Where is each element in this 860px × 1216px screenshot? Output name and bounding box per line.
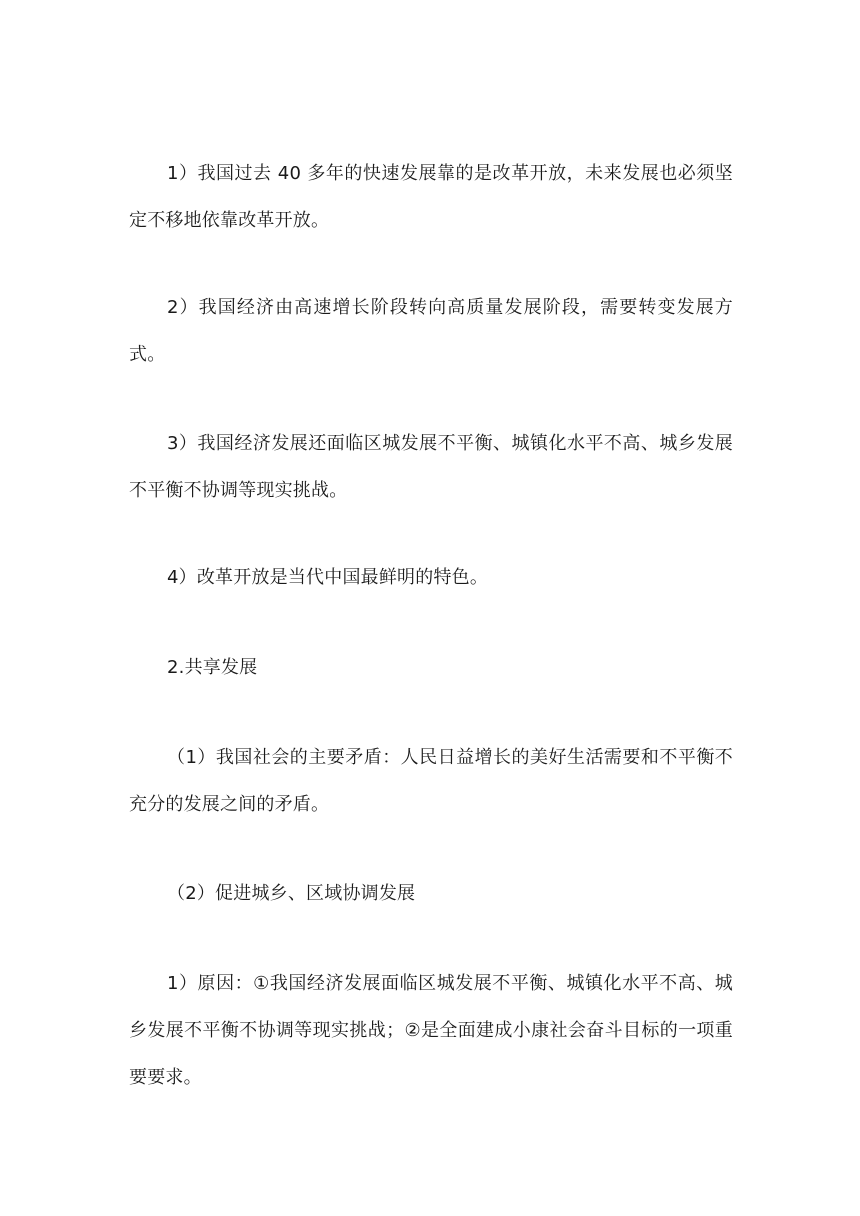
paragraph-reform-feature: 4）改革开放是当代中国最鲜明的特色。 [167,567,489,588]
subheading-coordinated-development: （2）促进城乡、区域协调发展 [167,883,416,904]
paragraph-reform-opening-reliance: 1）我国过去 40 多年的快速发展靠的是改革开放，未来发展也必须坚定不移地依靠改革开放。 [129,163,733,231]
section-heading-shared-development: 2.共享发展 [167,657,258,678]
paragraph-reasons: 1）原因：①我国经济发展面临区城发展不平衡、城镇化水平不高、城乡发展不平衡不协调等现实挑战；②是全面建成小康社会奋斗目标的一项重要要求。 [129,973,733,1088]
paragraph-development-challenges: 3）我国经济发展还面临区城发展不平衡、城镇化水平不高、城乡发展不平衡不协调等现实挑战。 [129,433,733,501]
paragraph-high-quality-development: 2）我国经济由高速增长阶段转向高质量发展阶段，需要转变发展方式。 [129,297,733,365]
paragraph-main-contradiction: （1）我国社会的主要矛盾：人民日益增长的美好生活需要和不平衡不充分的发展之间的矛盾。 [129,747,733,815]
